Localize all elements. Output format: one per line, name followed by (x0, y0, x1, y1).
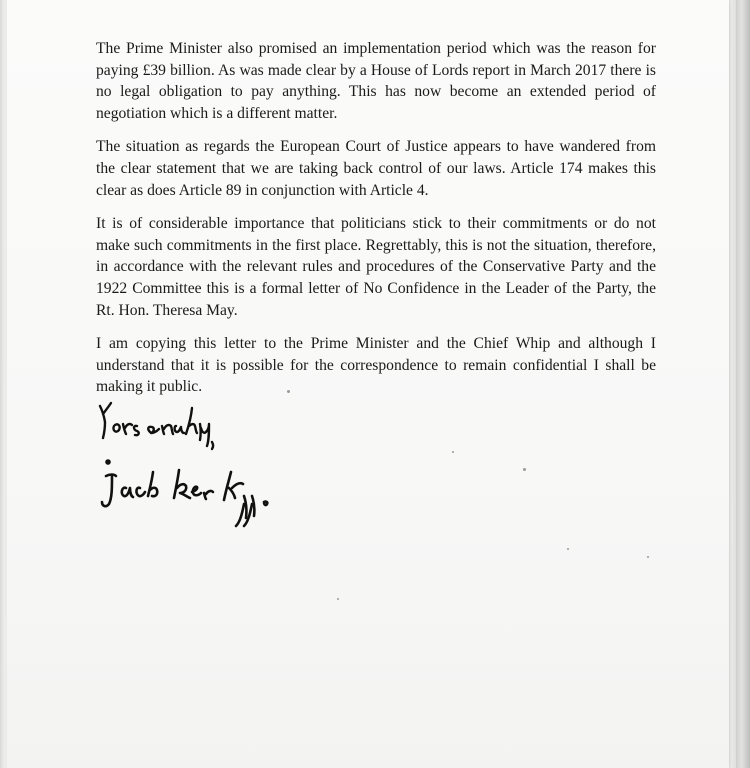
scan-edge (736, 0, 750, 768)
paragraph-european-court: The situation as regards the European Court of Justice appears to have wandered from the clear statement that we are taking back control of our laws. Article 174 makes this clear as does Article 89 in conjunction with Article 4. (96, 138, 656, 199)
letter-page (7, 0, 729, 768)
letter-body (96, 38, 656, 410)
handwritten-name (102, 461, 267, 527)
scan-speck (287, 390, 290, 393)
scan-speck (452, 451, 454, 453)
scan-speck (523, 468, 526, 471)
paragraph-no-confidence: It is of considerable importance that politicians stick to their commitments or do not make such commitments in the first place. Regrettably, this is not the situation, therefore, in accordance with the relevant rules and procedures of the Conservative Party and the 1922 Committee this is a formal letter of No Confidence in the Leader of the Party, the Rt. Hon. Theresa May. (96, 215, 656, 319)
scan-speck (647, 556, 649, 558)
paragraph-implementation-period: The Prime Minister also promised an implementation period which was the reason for paying £39 billion. As was made clear by a House of Lords report in March 2017 there is no legal obligation to pay anything. This has now become an extended period of negotiation which is a different matter. (96, 40, 656, 122)
paragraph-copying-letter: I am copying this letter to the Prime Minister and the Chief Whip and although I understand that it is possible for the correspondence to remain confidential I shall be making it public. (96, 335, 656, 396)
scan-speck (567, 548, 569, 550)
scan-speck (337, 598, 339, 600)
handwritten-signoff (100, 403, 213, 449)
handwritten-signature (92, 392, 302, 542)
